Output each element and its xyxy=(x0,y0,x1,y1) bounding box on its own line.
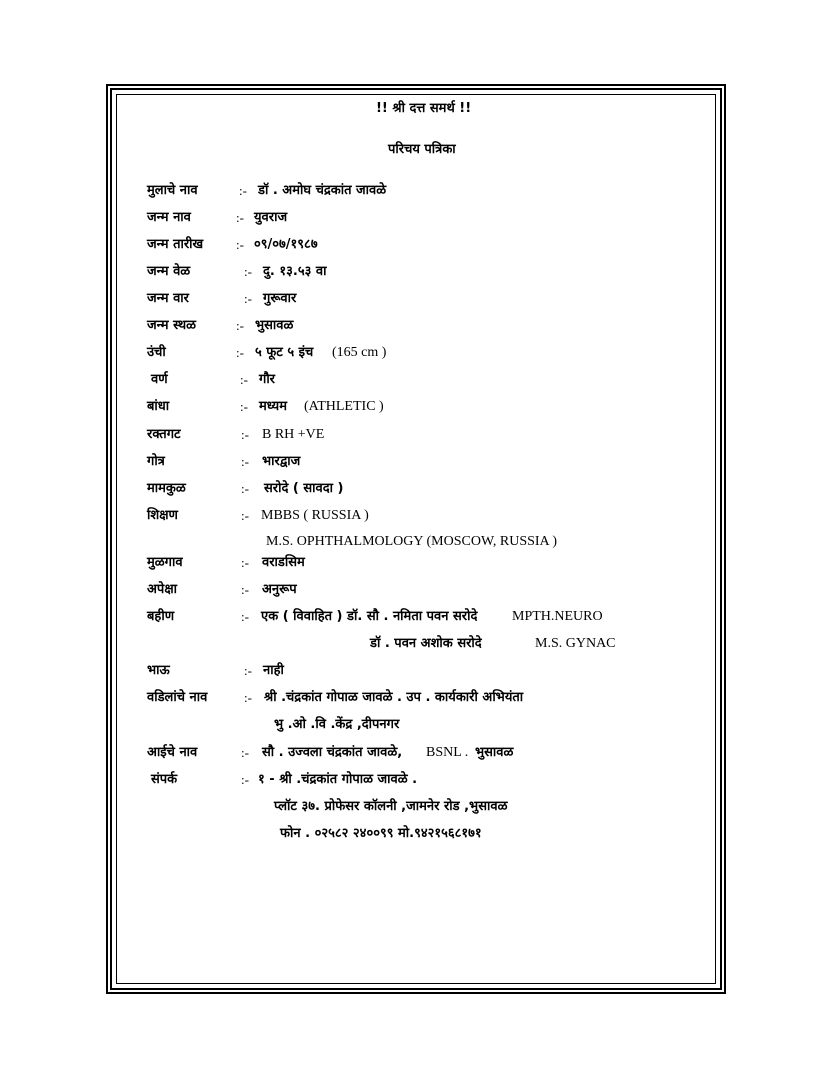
separator: :- xyxy=(241,454,249,469)
value-complexion: गौर xyxy=(259,372,276,387)
label-blood-group: रक्तगट xyxy=(147,427,181,442)
label-contact: संपर्क xyxy=(151,772,178,787)
value-sister-spouse: डॉ . पवन अशोक सरोदे xyxy=(370,636,482,651)
label-height: उंची xyxy=(147,345,166,360)
label-sister: बहीण xyxy=(147,609,175,624)
page-title: परिचय पत्रिका xyxy=(388,142,456,157)
value-height-cm: (165 cm ) xyxy=(332,345,387,360)
separator: :- xyxy=(244,690,252,705)
separator: :- xyxy=(241,427,249,442)
value-native-village: वराडसिम xyxy=(262,555,305,570)
label-expectation: अपेक्षा xyxy=(147,582,178,597)
separator: :- xyxy=(236,237,244,252)
separator: :- xyxy=(241,772,249,787)
label-education: शिक्षण xyxy=(147,508,178,523)
value-expectation: अनुरूप xyxy=(262,582,297,597)
value-contact-phone: फोन . ०२५८२ २४००९९ मो.९४२१५६८१७१ xyxy=(280,826,482,841)
separator: :- xyxy=(241,508,249,523)
separator: :- xyxy=(241,609,249,624)
value-birth-day: गुरूवार xyxy=(263,291,297,306)
label-father: वडिलांचे नाव xyxy=(147,690,208,705)
label-birth-time: जन्म वेळ xyxy=(147,264,191,279)
label-build: बांधा xyxy=(147,399,170,414)
label-brother: भाऊ xyxy=(147,663,170,678)
value-maternal-clan: सरोदे ( सावदा ) xyxy=(264,481,344,496)
value-gotra: भारद्वाज xyxy=(262,454,301,469)
value-height: ५ फूट ५ इंच xyxy=(255,345,314,360)
value-education-line2: M.S. OPHTHALMOLOGY (MOSCOW, RUSSIA ) xyxy=(266,534,558,549)
separator: :- xyxy=(241,555,249,570)
label-birth-date: जन्म तारीख xyxy=(147,237,204,252)
label-mother: आईचे नाव xyxy=(147,745,198,760)
separator: :- xyxy=(241,745,249,760)
label-native-village: मुळगाव xyxy=(147,555,183,570)
value-brother: नाही xyxy=(263,663,284,678)
value-name: डॉ . अमोघ चंद्रकांत जावळे xyxy=(258,183,387,198)
separator: :- xyxy=(244,663,252,678)
value-blood-group: B RH +VE xyxy=(262,427,325,442)
value-education: MBBS ( RUSSIA ) xyxy=(261,508,369,523)
value-build-english: (ATHLETIC ) xyxy=(304,399,384,414)
value-birth-place: भुसावळ xyxy=(255,318,294,333)
value-birth-time: दु. १३.५३ वा xyxy=(263,264,327,279)
value-build: मध्यम xyxy=(259,399,287,414)
separator: :- xyxy=(241,582,249,597)
value-birth-date: ०९/०७/१९८७ xyxy=(254,237,318,252)
separator: :- xyxy=(236,318,244,333)
label-birth-name: जन्म नाव xyxy=(147,210,191,225)
value-father-workplace: भु .ओ .वि .केंद्र ,दीपनगर xyxy=(274,717,400,732)
value-mother-name: सौ . उज्वला चंद्रकांत जावळे, xyxy=(262,745,403,760)
separator: :- xyxy=(239,183,247,198)
separator: :- xyxy=(240,399,248,414)
separator: :- xyxy=(236,345,244,360)
label-name: मुलाचे नाव xyxy=(147,183,198,198)
separator: :- xyxy=(241,481,249,496)
invocation-heading: !! श्री दत्त समर्थ !! xyxy=(376,101,472,116)
separator: :- xyxy=(244,264,252,279)
label-maternal-clan: मामकुळ xyxy=(147,481,186,496)
value-birth-name: युवराज xyxy=(254,210,288,225)
value-sister: एक ( विवाहित ) डॉ. सौ . नमिता पवन सरोदे xyxy=(261,609,478,624)
value-sister-qualification: MPTH.NEURO xyxy=(512,609,603,624)
value-contact-address: प्लॉट ३७. प्रोफेसर कॉलनी ,जामनेर रोड ,भुसावळ xyxy=(274,799,508,814)
separator: :- xyxy=(240,372,248,387)
label-birth-day: जन्म वार xyxy=(147,291,189,306)
separator: :- xyxy=(236,210,244,225)
value-father: श्री .चंद्रकांत गोपाळ जावळे . उप . कार्यकारी अभियंता xyxy=(264,690,524,705)
value-mother-employer: BSNL . xyxy=(426,745,469,760)
label-gotra: गोत्र xyxy=(147,454,165,469)
value-sister-spouse-qualification: M.S. GYNAC xyxy=(535,636,616,651)
label-birth-place: जन्म स्थळ xyxy=(147,318,197,333)
separator: :- xyxy=(244,291,252,306)
value-contact: १ - श्री .चंद्रकांत गोपाळ जावळे . xyxy=(258,772,418,787)
label-complexion: वर्ण xyxy=(151,372,168,387)
value-mother-place: भुसावळ xyxy=(475,745,514,760)
